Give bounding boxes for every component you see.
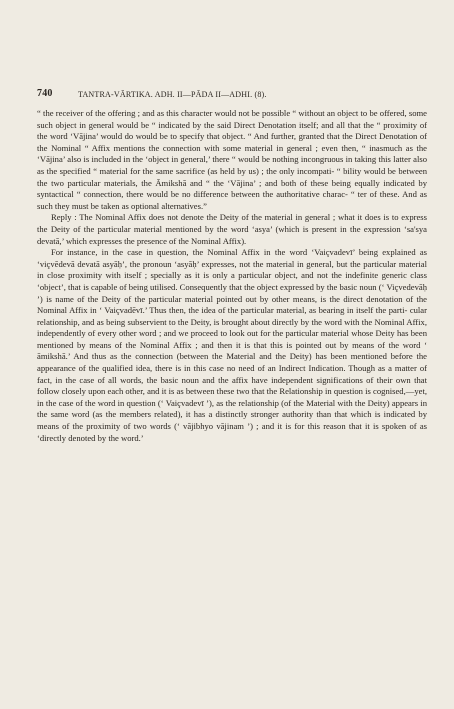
page-number: 740 <box>37 88 53 99</box>
quoted-passage: “ the receiver of the offering ; and as this character would not be possible “ without an object to be offered, some such object in general would be “ indicated by the said Direct Denotation itself; and all that the “ proximity of the word ‘Vājina’ would do would be to specify that object. “ And further, granted that the Direct Denotation of the Nominal “ Affix mentions the connection with some material in general ; even then, “ inasmuch as the ‘Vājina’ also is included in the ‘object in general,’ there “ would be nothing incongruous in taking this latter also as the specified “ material for the same sacrifice (as held by us) ; the only incompati- “ bility would be between the two particular materials, the Āmikshā and “ the ‘Vājina’ ; and both of these being equally indicated by syntactical “ connection, there would be no difference between the authoritative charac- “ ter of these. And as such they must be taken as optional alternatives.” <box>37 108 427 211</box>
instance-paragraph: For instance, in the case in question, the Nominal Affix in the word ‘Vaiçvadevī’ being explained as ‘viçvēdevā devatā asyāḥ’, the pronoun ‘asyāḥ’ expresses, not the material in general, but the particular material in close proximity with itself ; specially as it is only a particular object, and not the indefinite generic class ‘object’, that is capable of being utilised. Consequently that the object expressed by the basic noun (‘ Viçvedevāḥ ’) is name of the Deity of the particular material pointed out by other means, is the direct denotation of the Nominal Affix in ‘ Vaiçvadēvī.’ Thus then, the idea of the particular material, as bearing in itself the parti- cular relationship, and as being subservient to the Deity, is brought about directly by the word with the Nominal Affix, independently of every other word ; and we proceed to look out for the particular material whose Deity has been mentioned by means of the Nominal Affix ; and then it is that this is pointed out by means of the word ‘ āmikshā.’ And thus as the connection (between the Material and the Deity) has been mentioned before the appearance of the qualified idea, there is in this case no need of an Indirect Indication. Though as a matter of fact, in the case of all words, the basic noun and the affix have independent significations of their own that follow closely upon each other, and it is as between these two that the Relationship in question is cognised,—yet, in the case of the word in question (‘ Vaiçvadevī ’), as the relationship (of the Material with the Deity) appears in the same word (as the members related), it has a distinctly stronger authority than that which is indicated by means of the proximity of two words (‘ vājibhyo vājinam ’) ; and it is for this reason that it is spoken of as ‘directly denoted by the word.’ <box>37 247 427 443</box>
reply-paragraph: Reply : The Nominal Affix does not denote the Deity of the material in general ; what it does is to express the Deity of the particular material mentioned by the word ‘asya’ (which is present in the expression ‘sa'sya devatā,’ which expresses the presence of the Nominal Affix). <box>37 212 427 246</box>
running-title: TANTRA-VĀRTIKA. ADH. II—PĀDA II—ADHI. (8). <box>78 90 267 99</box>
page-header <box>37 88 422 100</box>
page-body <box>37 108 427 444</box>
